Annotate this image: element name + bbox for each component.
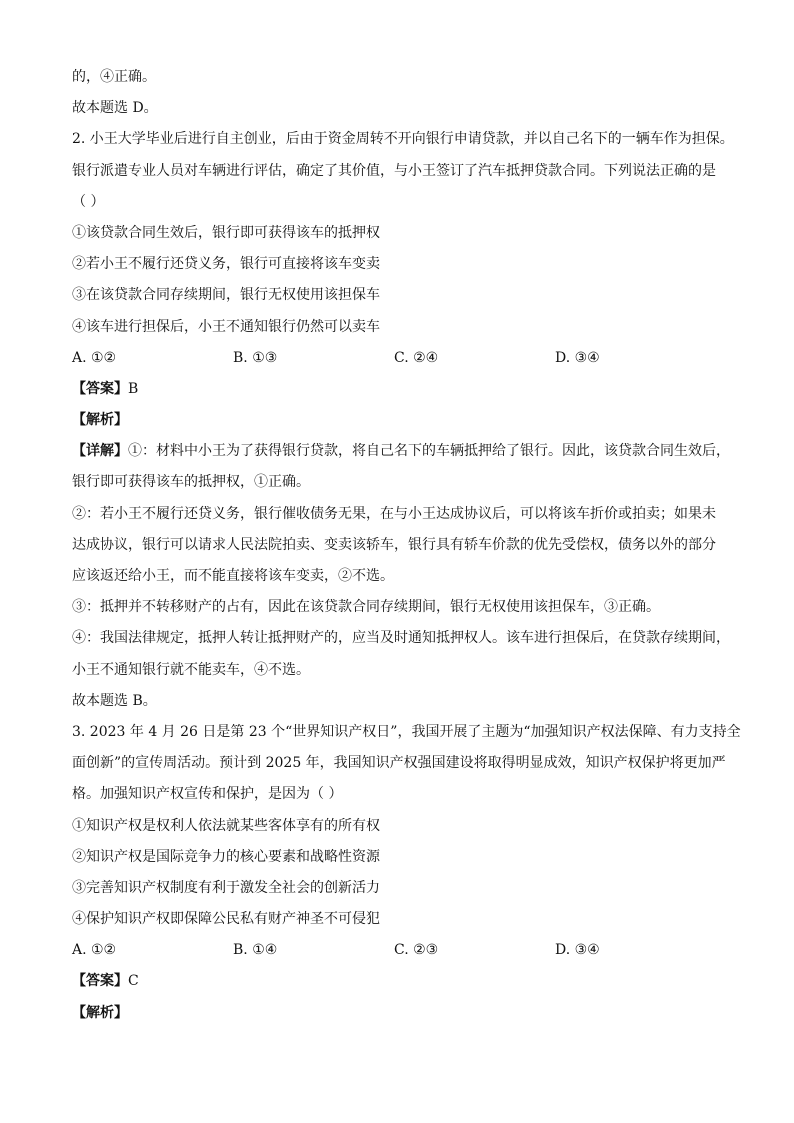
detail-line: ③：抵押并不转移财产的占有，因此在该贷款合同存续期间，银行无权使用该担保车，③正确。	[72, 599, 660, 616]
detail-line: 小王不通知银行就不能卖车，④不选。	[72, 661, 310, 678]
detail-line: 银行即可获得该车的抵押权，①正确。	[72, 474, 310, 491]
statement: ①知识产权是权利人依法就某些客体享有的所有权	[72, 817, 380, 834]
option-a: A. ①②	[72, 349, 117, 366]
options-row	[72, 343, 732, 374]
statement: ③完善知识产权制度有利于激发全社会的创新活力	[72, 879, 380, 896]
question-2	[72, 124, 732, 717]
detail-line: ④：我国法律规定，抵押人转让抵押财产的，应当及时通知抵押权人。该车进行担保后，在贷款存续期间，	[72, 630, 730, 647]
answer-tag: 【答案】	[72, 973, 128, 990]
analysis-tag: 【解析】	[72, 1004, 128, 1021]
statement: ③在该贷款合同存续期间，银行无权使用该担保车	[72, 287, 380, 304]
paragraph-line: 故本题选 D。	[72, 100, 158, 117]
detail-line: 应该返还给小王，而不能直接将该车变卖，②不选。	[72, 568, 394, 584]
answer-line	[72, 374, 732, 405]
options-row	[72, 935, 732, 966]
analysis-line	[72, 998, 732, 1029]
detail-line	[72, 436, 732, 467]
detail-line: 达成协议，银行可以请求人民法院拍卖、变卖该轿车，银行具有轿车价款的优先受偿权，债务以外的部分	[72, 536, 716, 553]
answer-line	[72, 966, 732, 997]
question-stem-line: 面创新”的宣传周活动。预计到 2025 年，我国知识产权强国建设将取得明显成效，知识产权保护将更加严	[72, 755, 726, 772]
detail-text: ①：材料中小王为了获得银行贷款，将自己名下的车辆抵押给了银行。因此，该贷款合同生效后，	[128, 443, 730, 460]
conclusion-line: 故本题选 B。	[72, 692, 157, 709]
answer-value: C	[128, 973, 139, 990]
question-stem-line: 银行派遣专业人员对车辆进行评估，确定了其价值，与小王签订了汽车抵押贷款合同。下列说法正确的是	[72, 162, 716, 179]
option-b: B. ①③	[233, 349, 278, 366]
statement: ②若小王不履行还贷义务，银行可直接将该车变卖	[72, 256, 380, 273]
option-c: C. ②③	[394, 942, 439, 959]
question-stem-line: 3. 2023 年 4 月 26 日是第 23 个“世界知识产权日”，我国开展了主题为“加强知识产权法保障、有力支持全	[72, 723, 741, 740]
answer-tag: 【答案】	[72, 380, 128, 397]
statement: ④保护知识产权即保障公民私有财产神圣不可侵犯	[72, 911, 380, 928]
statement: ①该贷款合同生效后，银行即可获得该车的抵押权	[72, 224, 380, 241]
question-3	[72, 717, 741, 1029]
analysis-line	[72, 405, 732, 436]
detail-line: ②：若小王不履行还贷义务，银行催收债务无果，在与小王达成协议后，可以将该车折价或拍卖；如果未	[72, 505, 716, 522]
detail-tag: 【详解】	[72, 443, 128, 460]
option-c: C. ②④	[394, 349, 439, 366]
statement: ④该车进行担保后，小王不通知银行仍然可以卖车	[72, 318, 380, 335]
analysis-tag: 【解析】	[72, 412, 128, 429]
question-stem-line: 格。加强知识产权宣传和保护，是因为（ ）	[72, 786, 343, 803]
document-page	[72, 62, 741, 1029]
question-stem-line: （ ）	[72, 193, 105, 210]
statement: ②知识产权是国际竞争力的核心要素和战略性资源	[72, 848, 380, 865]
answer-value: B	[128, 380, 139, 397]
paragraph-line: 的，④正确。	[72, 69, 156, 85]
option-d: D. ③④	[555, 349, 600, 366]
question-stem-line: 2. 小王大学毕业后进行自主创业，后由于资金周转不开向银行申请贷款，并以自己名下的一辆车作为担保。	[72, 131, 734, 148]
option-b: B. ①④	[233, 942, 278, 959]
option-a: A. ①②	[72, 942, 117, 959]
option-d: D. ③④	[555, 942, 600, 959]
